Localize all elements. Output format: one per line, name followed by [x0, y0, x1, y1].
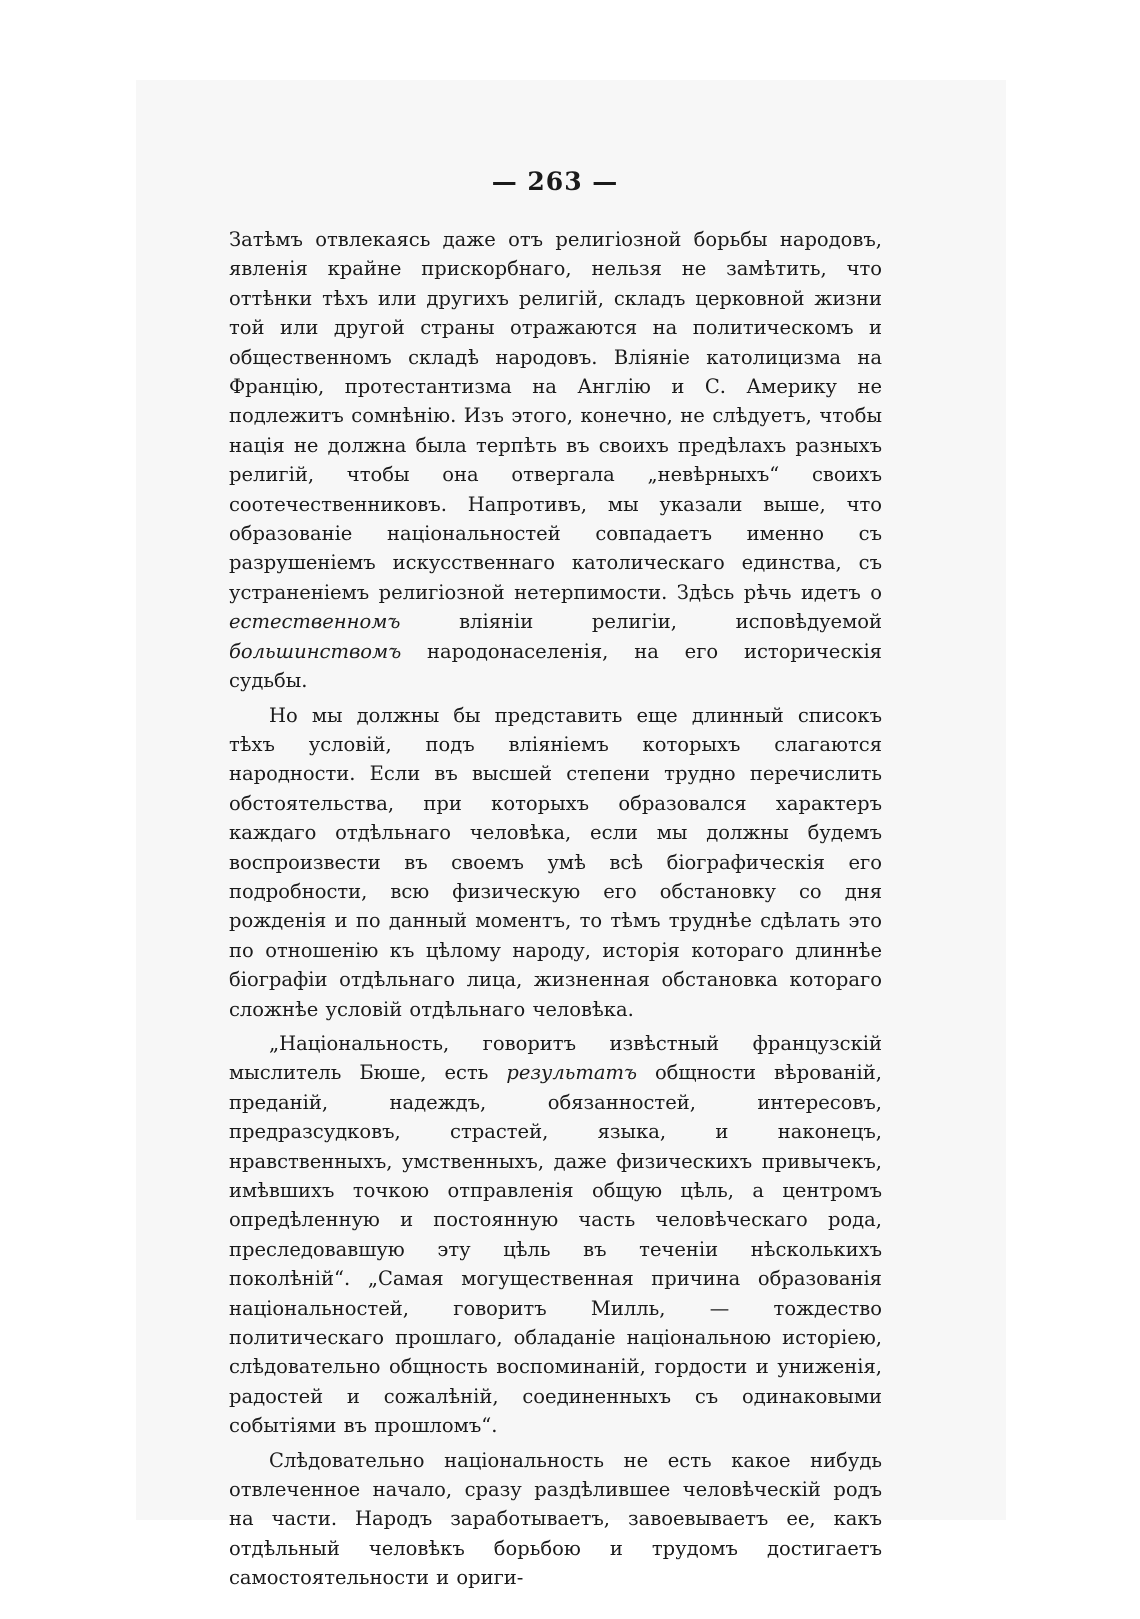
page-number: — 263 —	[491, 167, 619, 196]
paragraph-quotes: „Національность, говоритъ извѣстный французскій мыслитель Бюше, есть результатъ общности вѣрованій, преданій, надеждъ, обязанностей, интересовъ, предразсудковъ, страстей, языка, и наконецъ, нравственныхъ, умственныхъ, даже физическихъ привычекъ, имѣвшихъ точкою отправленія общую цѣль, а центромъ опредѣленную и постоянную часть человѣческаго рода, преследовавшую эту цѣль въ теченіи нѣсколькихъ поколѣній“. „Самая могущественная причина образованія національностей, говоритъ Милль, — тождество политическаго прошлаго, обладаніе національною исторіею, слѣдовательно общность воспоминаній, гордости и униженія, радостей и сожалѣній, соединенныхъ съ одинаковыми событіями въ прошломъ“.	[229, 1031, 882, 1438]
body-text	[229, 225, 882, 1598]
emphasis-result: результатъ	[506, 1061, 637, 1085]
paragraph-conclusion: Слѣдовательно національность не есть какое нибудь отвлеченное начало, сразу раздѣлившее человѣческій родъ на части. Народъ заработываетъ, завоевываетъ ее, какъ отдѣльный человѣкъ борьбою и трудомъ достигаетъ самостоятельности и ориги-	[229, 1448, 882, 1590]
emphasis-majority: большинствомъ	[229, 639, 402, 663]
paragraph-conditions: Но мы должны бы представить еще длинный списокъ тѣхъ условій, подъ вліяніемъ которыхъ слагаются народности. Если въ высшей степени трудно перечислить обстоятельства, при которыхъ образовался характеръ каждаго отдѣльнаго человѣка, если мы должны будемъ воспроизвести въ своемъ умѣ всѣ біографическія его подробности, всю физическую его обстановку со дня рожденія и по данный моментъ, то тѣмъ труднѣе сдѣлать это по отношенію къ цѣлому народу, исторія котораго длиннѣе біографіи отдѣльнаго лица, жизненная обстановка котораго сложнѣе условій отдѣльнаго человѣка.	[229, 703, 882, 1021]
paragraph-religion: Затѣмъ отвлекаясь даже отъ религіозной борьбы народовъ, явленія крайне прискорбнаго, нельзя не замѣтить, что оттѣнки тѣхъ или другихъ религій, складъ церковной жизни той или другой страны отражаются на политическомъ и общественномъ складѣ народовъ. Вліяніе католицизма на Францію, протестантизма на Англію и С. Америку не подлежитъ сомнѣнію. Изъ этого, конечно, не слѣдуетъ, чтобы нація не должна была терпѣть въ своихъ предѣлахъ разныхъ религій, чтобы она отвергала „невѣрныхъ“ своихъ соотечественниковъ. Напротивъ, мы указали выше, что образованіе національностей совпадаетъ именно съ разрушеніемъ искусственнаго католическаго единства, съ устраненіемъ религіозной нетерпимости. Здѣсь рѣчь идетъ о естественномъ вліяніи религіи, исповѣдуемой большинствомъ народонаселенія, на его историческія судьбы.	[229, 228, 882, 693]
emphasis-natural: естественномъ	[229, 610, 401, 634]
